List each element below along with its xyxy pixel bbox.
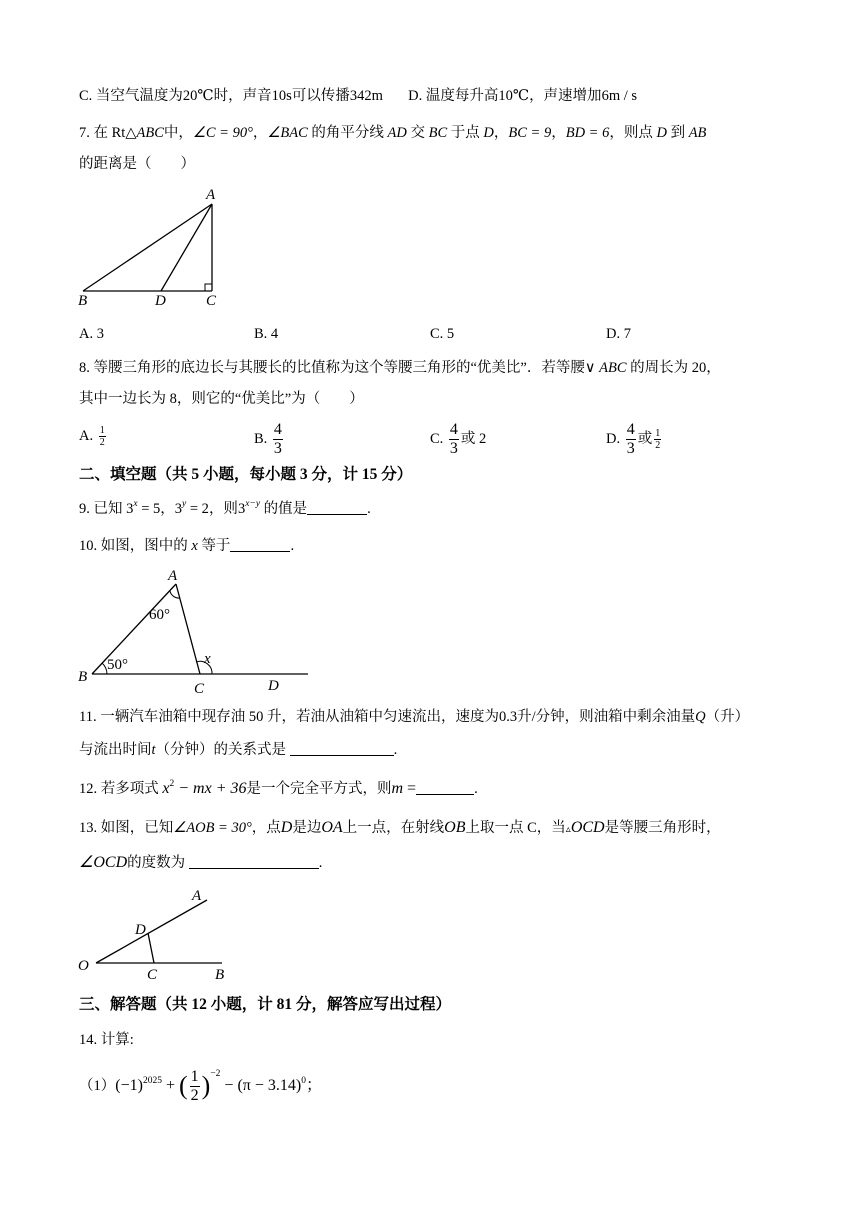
q8-stem-line2: 其中一边长为 8，则它的“优美比”为（ ）	[79, 391, 364, 407]
q6-optC-mid2: 可以传播	[291, 88, 350, 104]
q7-text: 于点	[450, 125, 480, 141]
q9-eq2: = 2	[186, 501, 209, 517]
q9-exponent: x−y	[245, 499, 261, 509]
q8-option-a-letter: A.	[79, 427, 94, 444]
q11-q: Q	[695, 709, 706, 725]
q14-term3: − (π − 3.14)	[220, 1077, 302, 1094]
q7-label-c: C	[206, 293, 217, 309]
q14-fraction	[190, 1068, 200, 1105]
q7-rt: Rt△	[111, 125, 137, 141]
q7-bc: BC	[428, 125, 448, 141]
fraction-numerator: 1	[655, 428, 661, 439]
q6-optD-mid: ，声速增加	[529, 88, 602, 104]
q8-text: 的周长为 20，	[630, 360, 721, 376]
q7-abc: ABC	[136, 125, 164, 141]
q14-part1-label: （1）	[79, 1078, 116, 1094]
q13-label-c: C	[147, 967, 158, 983]
fraction-denominator: 3	[273, 440, 282, 457]
q9-text: ，则	[208, 501, 238, 517]
q10-text: 等于	[201, 538, 231, 554]
q8-triangle-symbol: ∨	[584, 360, 596, 376]
q7-option-b[interactable]: B. 4	[254, 326, 279, 342]
q13-label-a: A	[192, 888, 202, 904]
q10-angle-x: x	[204, 651, 211, 667]
q13-text: 上一点，在射线	[342, 820, 445, 836]
q13-d: D	[280, 819, 293, 836]
q13-segment-dc	[148, 933, 154, 963]
q14-exp1: 2025	[142, 1076, 162, 1086]
q9-exponent: y	[182, 499, 187, 509]
q9-base: 3	[174, 501, 183, 517]
q7-option-d[interactable]: D. 7	[606, 326, 631, 342]
q7-text: 在	[93, 125, 108, 141]
q7-option-a[interactable]: A. 3	[79, 326, 104, 342]
fraction-denominator: 2	[190, 1086, 199, 1104]
fraction-numerator: 1	[190, 1067, 199, 1085]
q7-ad: AD	[387, 125, 407, 141]
q6-optD-val: 6m / s	[601, 88, 638, 104]
q7-d: D	[483, 125, 494, 141]
q12-text: 12. 若多项式	[79, 781, 159, 797]
fraction-denominator: 3	[449, 440, 458, 457]
q11-text: 与流出时间	[79, 742, 152, 758]
q14-exp3: 0	[301, 1076, 306, 1086]
q7-label-b: B	[78, 293, 88, 309]
q9-text: 9. 已知	[79, 501, 123, 517]
q13-text: 的度数为	[127, 855, 186, 871]
q14-title: 14. 计算:	[79, 1032, 134, 1048]
q13-text: 13. 如图，已知	[79, 820, 174, 836]
fraction-denominator: 3	[626, 440, 635, 457]
q6-optD-pre: D. 温度每升高	[408, 88, 499, 104]
fraction-denominator: 2	[99, 437, 105, 448]
q14-semicolon: ；	[305, 1077, 322, 1094]
q14-left-paren: (	[178, 1071, 188, 1100]
q13-ob: OB	[444, 819, 466, 836]
q9-base: 3	[126, 501, 134, 517]
q8-option-d-letter: D.	[606, 430, 621, 447]
q6-optC-time: 10s	[271, 88, 292, 104]
q8-option-c-letter: C.	[430, 430, 444, 447]
q12-polynomial: − mx + 36	[174, 780, 247, 797]
q7-angle-c: ∠C = 90°	[192, 125, 253, 141]
fraction-numerator: 4	[449, 421, 458, 438]
q9-text: 的值是	[263, 501, 308, 517]
q10-label-d: D	[268, 678, 279, 694]
q13-text: 上取一点 C，当	[465, 820, 566, 836]
q7-text: ，	[493, 125, 509, 141]
q11-rate: 0.3	[498, 709, 518, 725]
q7-option-c[interactable]: C. 5	[430, 326, 455, 342]
q14-term1: (−1)	[115, 1077, 143, 1094]
q9-base: 3	[237, 501, 246, 517]
q11-text: （分钟）的关系式是	[155, 742, 287, 758]
q6-optC-dist: 342m	[349, 88, 383, 104]
q7-stem-line2: 的距离是（ ）	[79, 156, 195, 172]
q13-angle: ∠AOB = 30°	[173, 820, 252, 836]
q12-m: m	[391, 780, 404, 797]
fraction-denominator: 2	[655, 440, 661, 451]
q7-label-a: A	[206, 187, 216, 203]
q13-text: 是等腰三角形时，	[604, 820, 721, 836]
section-2-heading: 二、填空题（共 5 小题，每小题 3 分，计 15 分）	[79, 466, 413, 483]
q12-square: 2	[169, 779, 175, 789]
q7-ab: AB	[688, 125, 707, 141]
q7-bc-value: BC = 9	[508, 125, 552, 141]
q9-eq1: = 5	[137, 501, 161, 517]
q12-eq: =	[403, 780, 417, 797]
q7-text: 的角平分线	[311, 125, 384, 141]
fraction-numerator: 1	[99, 425, 105, 436]
q7-label-d: D	[155, 293, 166, 309]
q11-text: 11. 一辆汽车油箱中现存油 50 升，若油从油箱中匀速流出，速度为	[79, 709, 499, 725]
q7-bd-value: BD = 6	[565, 125, 610, 141]
q13-triangle-symbol: ▵	[565, 824, 571, 835]
q7-number: 7.	[79, 125, 90, 141]
q6-optC-pre: C. 当空气温度为	[79, 88, 183, 104]
q8-option-b-letter: B.	[254, 430, 268, 447]
section-3-heading: 三、解答题（共 12 小题，计 81 分，解答应写出过程）	[79, 996, 452, 1013]
q12-end: .	[474, 781, 478, 797]
q6-optD-temp: 10℃	[498, 88, 530, 104]
q13-text: 是边	[292, 820, 322, 836]
q13-angle-ocd: ∠OCD	[79, 854, 128, 871]
q13-ocd: OCD	[570, 819, 605, 836]
fraction-numerator: 4	[273, 421, 282, 438]
q10-text: 10. 如图，图中的	[79, 538, 188, 554]
q13-oa: OA	[321, 819, 343, 836]
q14-plus: +	[161, 1077, 175, 1094]
q13-text: ，点	[251, 820, 281, 836]
q14-exp2: −2	[210, 1069, 221, 1079]
q6-optC-temp: 20℃	[182, 88, 214, 104]
q10-label-c: C	[194, 681, 205, 697]
q10-x: x	[191, 538, 198, 554]
q7-text: 交	[410, 125, 425, 141]
q10-label-b: B	[78, 669, 88, 685]
q9-text: ，	[160, 501, 175, 517]
q7-text: ，	[551, 125, 566, 141]
q7-d: D	[656, 125, 667, 141]
q6-optC-mid: 时，声音	[213, 88, 272, 104]
q13-end: .	[318, 855, 323, 871]
q14-part1	[79, 1066, 322, 1106]
fraction-numerator: 4	[626, 421, 635, 438]
q8-option-c-tail: 或 2	[460, 430, 487, 447]
q7-text: ，则点	[609, 125, 653, 141]
q12-x: x	[162, 780, 170, 797]
q8-option-d-or: 或	[637, 430, 653, 447]
q13-label-b: B	[215, 967, 225, 983]
q7-text: 中，	[163, 125, 193, 141]
q11-text: （升）	[705, 709, 750, 725]
q7-text: ，	[252, 125, 268, 141]
q10-label-a: A	[168, 568, 178, 584]
q10-end: .	[290, 538, 295, 554]
q13-label-d: D	[135, 922, 146, 938]
q11-end: .	[393, 742, 398, 758]
q12-text: 是一个完全平方式，则	[246, 781, 392, 797]
q11-t: t	[151, 742, 156, 758]
q14-right-paren: )	[201, 1071, 211, 1100]
q9-exponent: x	[133, 499, 138, 509]
q13-label-o: O	[78, 958, 89, 974]
q7-text: 到	[670, 125, 686, 141]
q10-angle-60: 60°	[149, 607, 170, 623]
q10-angle-50: 50°	[107, 657, 128, 673]
q7-angle-bac: ∠BAC	[267, 125, 308, 141]
q11-text: 升/分钟，则油箱中剩余油量	[517, 709, 696, 725]
q8-abc: ABC	[599, 360, 627, 376]
q8-text: 8. 等腰三角形的底边长与其腰长的比值称为这个等腰三角形的“优美比”．若等腰	[79, 360, 585, 376]
q9-end: .	[367, 501, 371, 517]
